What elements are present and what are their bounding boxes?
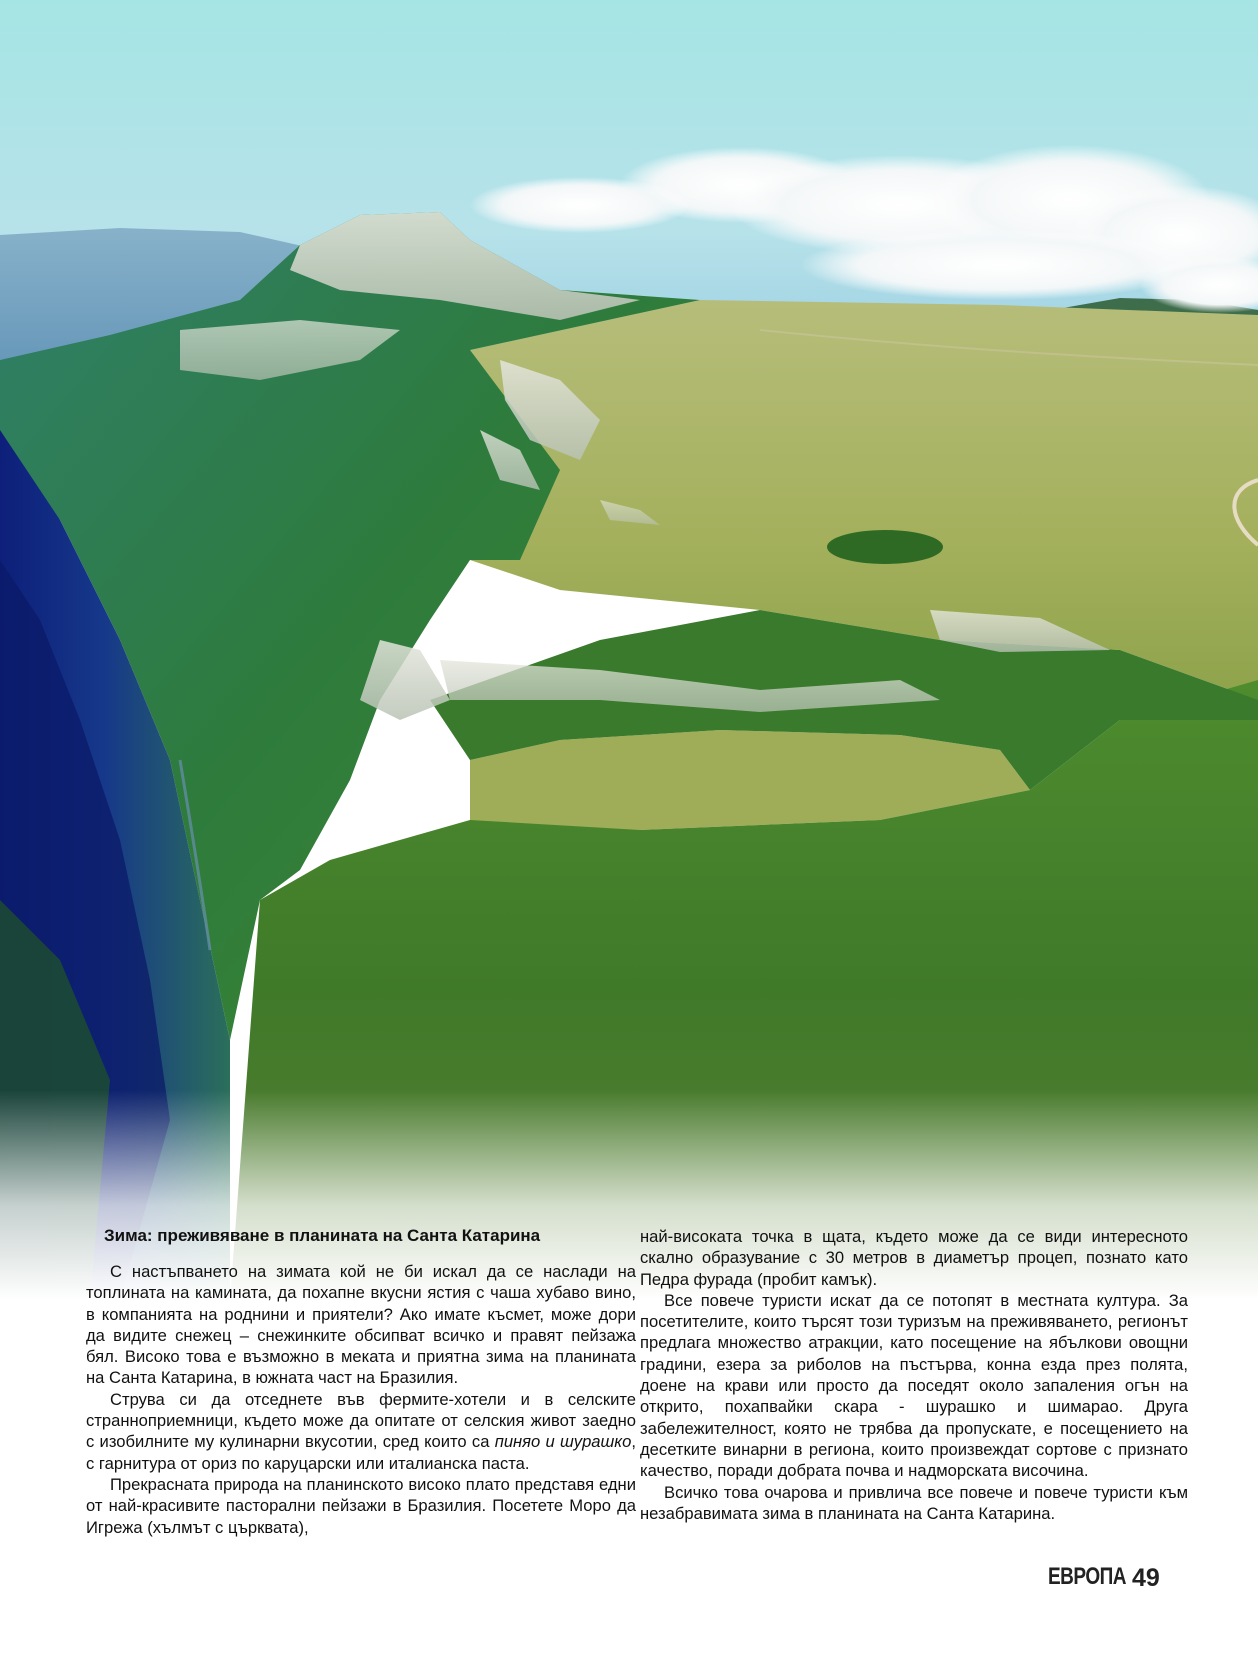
- paragraph-2-italic: пиняо и шурашко: [494, 1432, 632, 1452]
- article-heading: Зима: преживяване в планината на Санта Катарина: [104, 1226, 541, 1245]
- paragraph-2: [86, 1389, 636, 1474]
- paragraph-2-start: Струва си да отседнете във фермите-хотели и в селските странноприемници, където може да опитате от селския живот заедно с изобилните му кулинарни вкусотии, сред които са: [86, 1389, 636, 1452]
- paragraph-5: Всичко това очарова и привлича все повече и повече туристи към незабравимата зима в планината на Санта Катарина.: [640, 1482, 1188, 1523]
- paragraph-2-end: , с гарнитура от ориз по каруцарски или италианска паста.: [86, 1432, 636, 1473]
- paragraph-3: Прекрасната природа на планинското високо плато представя едни от най-красивите пасторални пейзажи в Бразилия. Посетете Моро да Игрежа (хълмът с църквата),: [86, 1474, 636, 1537]
- magazine-name: ЕВРОПА: [1048, 1563, 1126, 1590]
- paragraph-3-continued: най-високата точка в щата, където може да се види интересното скално образувание с 30 метров в диаметър процеп, познато като Педра фурада (пробит камък).: [640, 1227, 1188, 1289]
- paragraph-1: С настъпването на зимата кой не би искал да се наслади на топлината на камината, да похапне вкусни ястия с чаша хубаво вино, в компанията на роднини и приятели? Ако имате късмет, може дори да видите снежец – снежинките обсипват всичко и правят пейзажа бял. Високо това е възможно в меката и приятна зима на планината на Санта Катарина, в южната част на Бразилия.: [86, 1262, 636, 1388]
- article-column-right: [640, 1226, 1188, 1524]
- page-number: 49: [1131, 1564, 1160, 1592]
- article-column-left: [86, 1225, 636, 1538]
- paragraph-4: Все повече туристи искат да се потопят в местната култура. За посетителите, които търсят този туризъм на преживяването, регионът предлага множество атракции, като посещение на ябълкови овощни градини, езера за риболов на пъстърва, конна езда през полята, доене на крави или просто да поседят около запаления огън на открито, похапвайки скара - шурашко и шимарао. Друга забележителност, която не трябва да пропускате, е посещението на десетките винарни в региона, които произвеждат сортове с признато качество, поради добрата почва и надморската височина.: [640, 1290, 1188, 1481]
- page-footer: [1048, 1563, 1160, 1592]
